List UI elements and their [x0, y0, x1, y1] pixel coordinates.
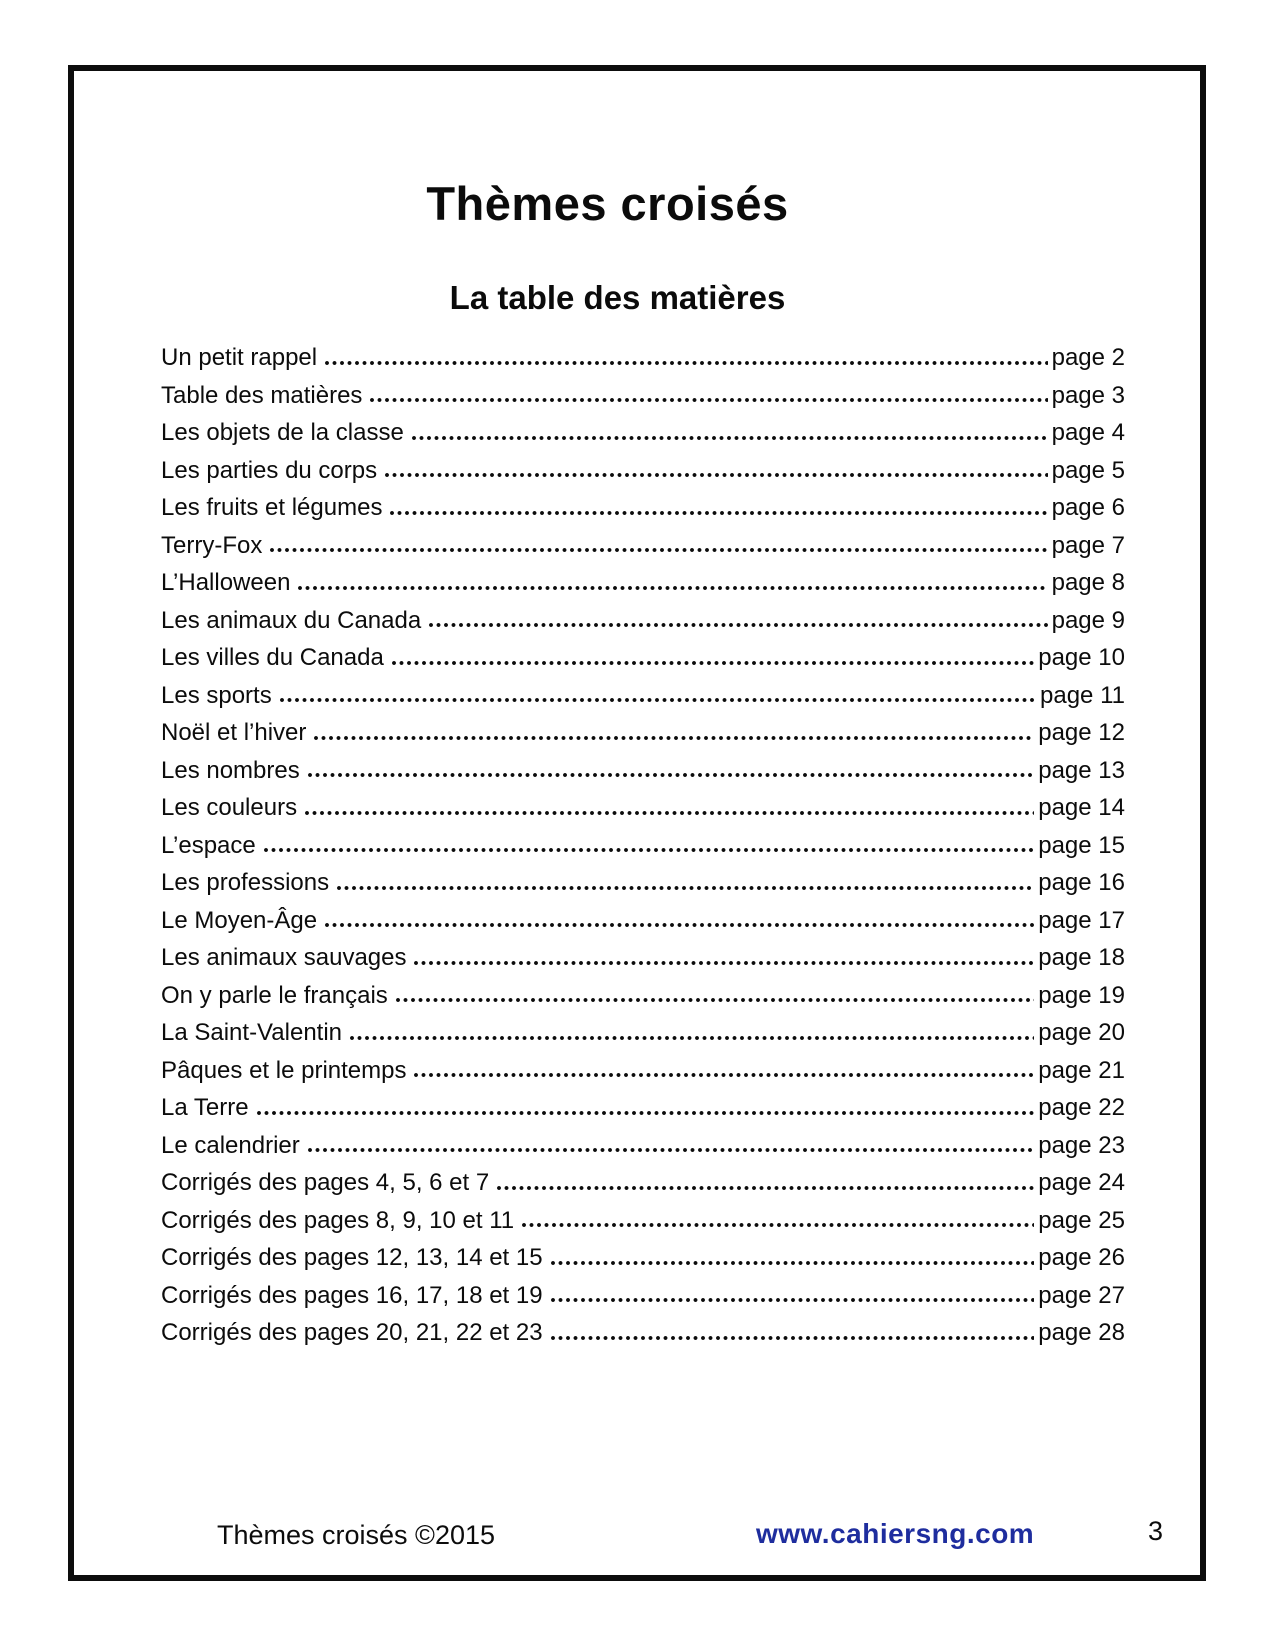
toc-entry-label: Les fruits et légumes — [161, 494, 383, 522]
toc-dotted-leader — [350, 1036, 1034, 1040]
toc-entry-label: Corrigés des pages 20, 21, 22 et 23 — [161, 1319, 543, 1347]
toc-dotted-leader — [337, 886, 1034, 890]
toc-entry-label: Le calendrier — [161, 1131, 300, 1159]
toc-entry-label: Les villes du Canada — [161, 644, 384, 672]
toc-entry-page: page 25 — [1038, 1206, 1125, 1234]
toc-row — [161, 1160, 1125, 1198]
toc-dotted-leader — [270, 548, 1047, 552]
toc-row — [161, 1198, 1125, 1236]
toc-row — [161, 973, 1125, 1011]
toc-dotted-leader — [551, 1298, 1035, 1302]
toc-row — [161, 1048, 1125, 1086]
toc-entry-label: On y parle le français — [161, 981, 388, 1009]
toc-row — [161, 785, 1125, 823]
toc-row — [161, 1235, 1125, 1273]
toc-entry-page: page 18 — [1038, 944, 1125, 972]
toc-row — [161, 523, 1125, 561]
toc-dotted-leader — [429, 623, 1047, 627]
toc-dotted-leader — [551, 1336, 1035, 1340]
toc-entry-page: page 17 — [1038, 906, 1125, 934]
toc-row — [161, 560, 1125, 598]
toc-row — [161, 485, 1125, 523]
toc-row — [161, 710, 1125, 748]
toc-entry-label: Les professions — [161, 869, 330, 897]
toc-entry-page: page 12 — [1038, 719, 1125, 747]
toc-dotted-leader — [392, 661, 1034, 665]
toc-entry-label: Table des matières — [161, 381, 363, 409]
toc-entry-page: page 14 — [1038, 794, 1125, 822]
toc-entry-page: page 15 — [1038, 831, 1125, 859]
toc-row — [161, 673, 1125, 711]
footer-copyright: Thèmes croisés ©2015 — [217, 1520, 496, 1550]
toc-row — [161, 1085, 1125, 1123]
toc-entry-page: page 2 — [1051, 344, 1125, 372]
toc-dotted-leader — [551, 1261, 1035, 1265]
toc-dotted-leader — [308, 1148, 1034, 1152]
toc-entry-page: page 16 — [1038, 869, 1125, 897]
toc-row — [161, 448, 1125, 486]
toc-entry-label: Un petit rappel — [161, 344, 318, 372]
toc-row — [161, 1010, 1125, 1048]
toc-entry-page: page 27 — [1038, 1281, 1125, 1309]
toc-dotted-leader — [325, 361, 1048, 365]
toc-entry-page: page 26 — [1038, 1244, 1125, 1272]
toc-row — [161, 1123, 1125, 1161]
toc-row — [161, 635, 1125, 673]
toc-entry-label: Les animaux sauvages — [161, 944, 407, 972]
toc-dotted-leader — [522, 1223, 1034, 1227]
toc-entry-label: Les parties du corps — [161, 456, 378, 484]
toc-dotted-leader — [385, 473, 1047, 477]
toc-dotted-leader — [414, 1073, 1034, 1077]
toc-entry-page: page 4 — [1051, 419, 1125, 447]
toc-dotted-leader — [412, 436, 1048, 440]
toc-row — [161, 598, 1125, 636]
toc-entry-page: page 19 — [1038, 981, 1125, 1009]
toc-list — [161, 335, 1125, 1348]
toc-entry-label: Corrigés des pages 4, 5, 6 et 7 — [161, 1169, 490, 1197]
toc-entry-label: Corrigés des pages 16, 17, 18 et 19 — [161, 1281, 543, 1309]
toc-row — [161, 410, 1125, 448]
toc-dotted-leader — [314, 736, 1034, 740]
toc-entry-label: Les nombres — [161, 756, 300, 784]
toc-entry-page: page 10 — [1038, 644, 1125, 672]
toc-row — [161, 1310, 1125, 1348]
toc-entry-label: Les couleurs — [161, 794, 298, 822]
toc-entry-label: Terry-Fox — [161, 531, 263, 559]
toc-entry-page: page 24 — [1038, 1169, 1125, 1197]
toc-entry-page: page 21 — [1038, 1056, 1125, 1084]
toc-dotted-leader — [305, 811, 1034, 815]
toc-entry-page: page 3 — [1051, 381, 1125, 409]
toc-dotted-leader — [414, 961, 1034, 965]
toc-dotted-leader — [257, 1111, 1035, 1115]
toc-dotted-leader — [390, 511, 1047, 515]
toc-entry-label: Pâques et le printemps — [161, 1056, 407, 1084]
toc-entry-label: Corrigés des pages 8, 9, 10 et 11 — [161, 1206, 515, 1234]
toc-dotted-leader — [280, 698, 1036, 702]
document-title: Thèmes croisés — [426, 177, 789, 231]
toc-heading: La table des matières — [449, 279, 786, 317]
toc-entry-page: page 11 — [1040, 681, 1125, 709]
toc-entry-label: La Terre — [161, 1094, 249, 1122]
toc-entry-label: Les animaux du Canada — [161, 606, 422, 634]
toc-row — [161, 935, 1125, 973]
toc-row — [161, 860, 1125, 898]
toc-entry-page: page 23 — [1038, 1131, 1125, 1159]
page-number: 3 — [1148, 1516, 1164, 1546]
toc-entry-label: Noël et l’hiver — [161, 719, 307, 747]
toc-entry-page: page 7 — [1051, 531, 1125, 559]
toc-entry-label: La Saint-Valentin — [161, 1019, 343, 1047]
toc-row — [161, 373, 1125, 411]
toc-entry-page: page 6 — [1051, 494, 1125, 522]
toc-entry-label: L’Halloween — [161, 569, 291, 597]
toc-row — [161, 898, 1125, 936]
toc-entry-page: page 13 — [1038, 756, 1125, 784]
footer-website-link[interactable]: www.cahiersng.com — [756, 1518, 1035, 1549]
toc-row — [161, 748, 1125, 786]
toc-entry-label: Corrigés des pages 12, 13, 14 et 15 — [161, 1244, 543, 1272]
toc-dotted-leader — [325, 923, 1034, 927]
toc-entry-label: L’espace — [161, 831, 256, 859]
toc-dotted-leader — [308, 773, 1034, 777]
toc-dotted-leader — [298, 586, 1047, 590]
toc-entry-page: page 8 — [1051, 569, 1125, 597]
toc-entry-label: Les sports — [161, 681, 272, 709]
toc-entry-label: Le Moyen-Âge — [161, 906, 318, 934]
toc-entry-page: page 28 — [1038, 1319, 1125, 1347]
toc-row — [161, 1273, 1125, 1311]
toc-dotted-leader — [264, 848, 1034, 852]
toc-row — [161, 823, 1125, 861]
toc-row — [161, 335, 1125, 373]
toc-dotted-leader — [396, 998, 1034, 1002]
toc-dotted-leader — [370, 398, 1047, 402]
toc-entry-label: Les objets de la classe — [161, 419, 404, 447]
toc-dotted-leader — [497, 1186, 1034, 1190]
toc-entry-page: page 5 — [1051, 456, 1125, 484]
toc-entry-page: page 20 — [1038, 1019, 1125, 1047]
toc-entry-page: page 9 — [1051, 606, 1125, 634]
toc-entry-page: page 22 — [1038, 1094, 1125, 1122]
